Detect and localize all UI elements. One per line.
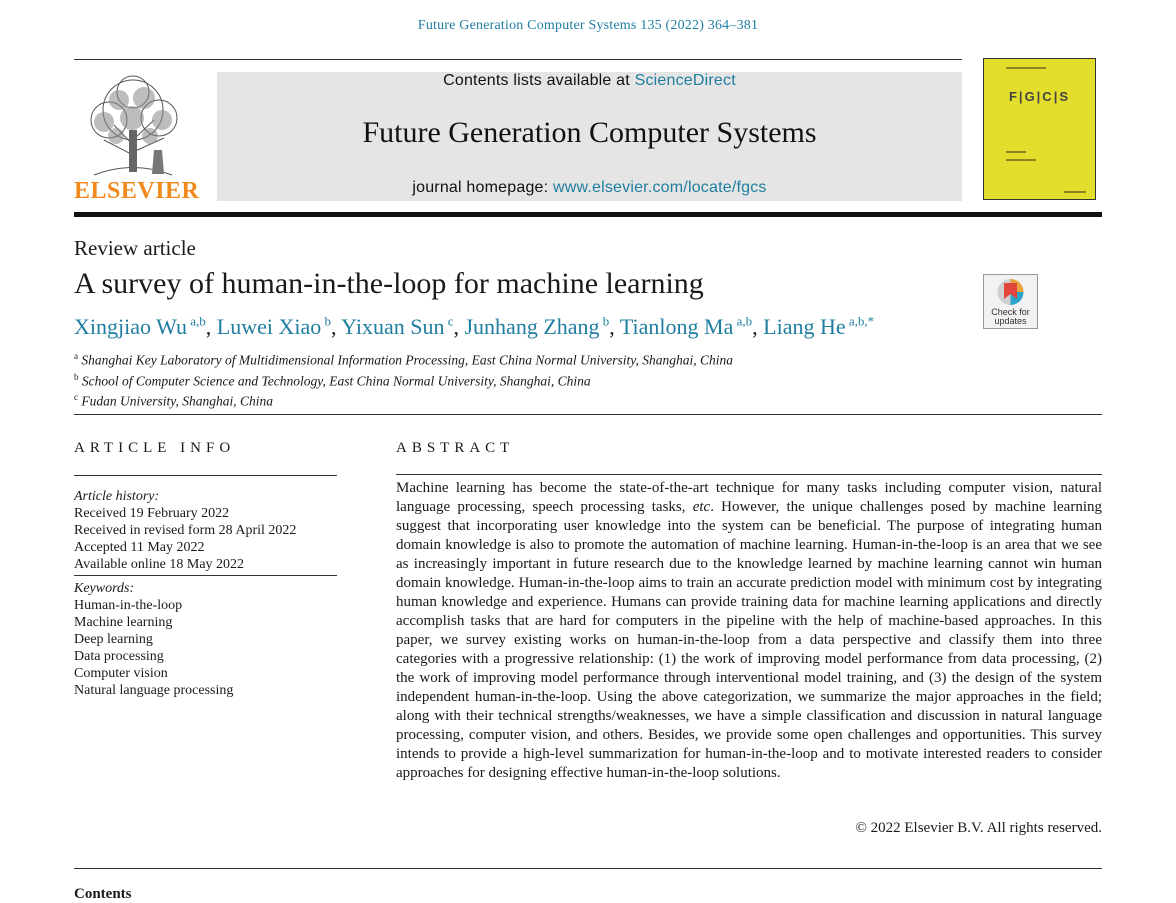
contents-prefix: Contents lists available at bbox=[443, 72, 635, 89]
keyword-item: Machine learning bbox=[74, 615, 173, 630]
keyword-item: Deep learning bbox=[74, 632, 153, 647]
keywords-label: Keywords: bbox=[74, 581, 135, 596]
journal-cover[interactable] bbox=[983, 58, 1096, 200]
article-title: A survey of human-in-the-loop for machine learning bbox=[74, 267, 704, 300]
author-link[interactable]: Yixuan Sun $^c$ bbox=[341, 314, 454, 340]
keyword-item: Natural language processing bbox=[74, 683, 234, 698]
homepage-link[interactable]: www.elsevier.com/locate/fgcs bbox=[552, 179, 767, 196]
author-link[interactable]: Liang He $^{a,b,*}$ bbox=[763, 314, 875, 340]
abstract-heading: ABSTRACT bbox=[396, 440, 515, 456]
homepage-prefix: journal homepage: bbox=[412, 179, 553, 196]
check-for-updates-button[interactable] bbox=[983, 274, 1038, 329]
keyword-item: Data processing bbox=[74, 649, 164, 664]
abstract-rule bbox=[396, 474, 1102, 475]
affiliations bbox=[74, 348, 733, 410]
affiliation-rule bbox=[74, 414, 1102, 415]
copyright-notice: © 2022 Elsevier B.V. All rights reserved. bbox=[855, 820, 1102, 836]
article-info-rule bbox=[74, 475, 337, 476]
author-link[interactable]: Junhang Zhang $^b$ bbox=[464, 314, 610, 340]
cover-line bbox=[1006, 159, 1036, 161]
crossmark-icon bbox=[984, 275, 1037, 309]
journal-citation[interactable]: Future Generation Computer Systems 135 (2022) 364–381 bbox=[417, 18, 759, 33]
cover-abbreviation: F|G|C|S bbox=[1008, 89, 1071, 104]
article-type: Review article bbox=[74, 236, 196, 260]
header-rule bbox=[74, 59, 962, 60]
history-item: Received in revised form 28 April 2022 bbox=[74, 523, 297, 538]
contents-availability bbox=[217, 72, 962, 90]
author-link[interactable]: Luwei Xiao $^b$ bbox=[216, 314, 331, 340]
author-link[interactable]: Tianlong Ma $^{a,b}$ bbox=[619, 314, 753, 340]
keyword-item: Computer vision bbox=[74, 666, 168, 681]
keyword-item: Human-in-the-loop bbox=[74, 598, 183, 613]
affiliation-item: $^a$ Shanghai Key Laboratory of Multidimensional Information Processing, East China Normal University, Shanghai, China bbox=[74, 351, 733, 368]
article-history bbox=[74, 488, 337, 573]
elsevier-wordmark: ELSEVIER bbox=[74, 178, 200, 204]
masthead-rule bbox=[74, 212, 1102, 217]
keywords-rule bbox=[74, 575, 337, 576]
history-item: Received 19 February 2022 bbox=[74, 506, 230, 521]
keywords bbox=[74, 580, 337, 699]
author-link[interactable]: Xingjiao Wu $^{a,b}$ bbox=[74, 314, 206, 340]
cover-line bbox=[1064, 191, 1086, 193]
crossmark-label: Check for updates bbox=[991, 307, 1030, 326]
history-item: Accepted 11 May 2022 bbox=[74, 540, 205, 555]
history-item: Available online 18 May 2022 bbox=[74, 557, 245, 572]
journal-title: Future Generation Computer Systems bbox=[362, 116, 817, 149]
cover-line bbox=[1006, 67, 1046, 69]
history-label: Article history: bbox=[74, 489, 160, 504]
cover-line bbox=[1006, 151, 1026, 153]
article-info-heading: ARTICLE INFO bbox=[74, 440, 236, 456]
affiliation-item: $^c$ Fudan University, Shanghai, China bbox=[74, 392, 273, 409]
affiliation-item: $^b$ School of Computer Science and Technology, East China Normal University, Shanghai, China bbox=[74, 371, 591, 388]
sciencedirect-link[interactable]: ScienceDirect bbox=[634, 72, 736, 89]
author-list: Xingjiao Wu $^{a,b}$, Luwei Xiao $^b$, Yixuan Sun $^c$, Junhang Zhang $^b$, Tianlong Ma $^{a,b}$, Liang He $^{a,b,*}$ bbox=[74, 314, 875, 340]
contents-heading: Contents bbox=[74, 886, 132, 902]
journal-homepage bbox=[217, 179, 962, 197]
bottom-rule bbox=[74, 868, 1102, 869]
abstract-text: Machine learning has become the state-of-the-art technique for many tasks including computer vision, natural language processing, speech processing tasks, etc. However, the unique challenges posed by machine learning suggest that incorporating user knowledge into the system can be beneficial. The purpose of integrating human domain knowledge is also to promote the automation of machine learning. Human-in-the-loop is an area that we see as increasingly important in future research due to the knowledge learned by machine learning cannot win human domain knowledge. Human-in-the-loop aims to train an accurate prediction model with minimum cost by integrating human knowledge and experience. Humans can provide training data for machine learning applications and directly accomplish tasks that are hard for computers in the pipeline with the help of machine-based approaches. In this paper, we survey existing works on human-in-the-loop from a data perspective and classify them into three categories with a progressive relationship: (1) the work of improving model performance from data processing, (2) the work of improving model performance through interventional model training, and (3) the design of the system independent human-in-the-loop. Using the above categorization, we summarize the major approaches in the field; along with their technical strengths/weaknesses, we have a simple classification and discussion in natural language processing, computer vision, and others. Besides, we provide some open challenges and opportunities. This survey intends to provide a high-level summarization for human-in-the-loop and to motivate interested readers to consider approaches for designing effective human-in-the-loop solutions. bbox=[396, 480, 1102, 781]
journal-banner bbox=[217, 72, 962, 201]
